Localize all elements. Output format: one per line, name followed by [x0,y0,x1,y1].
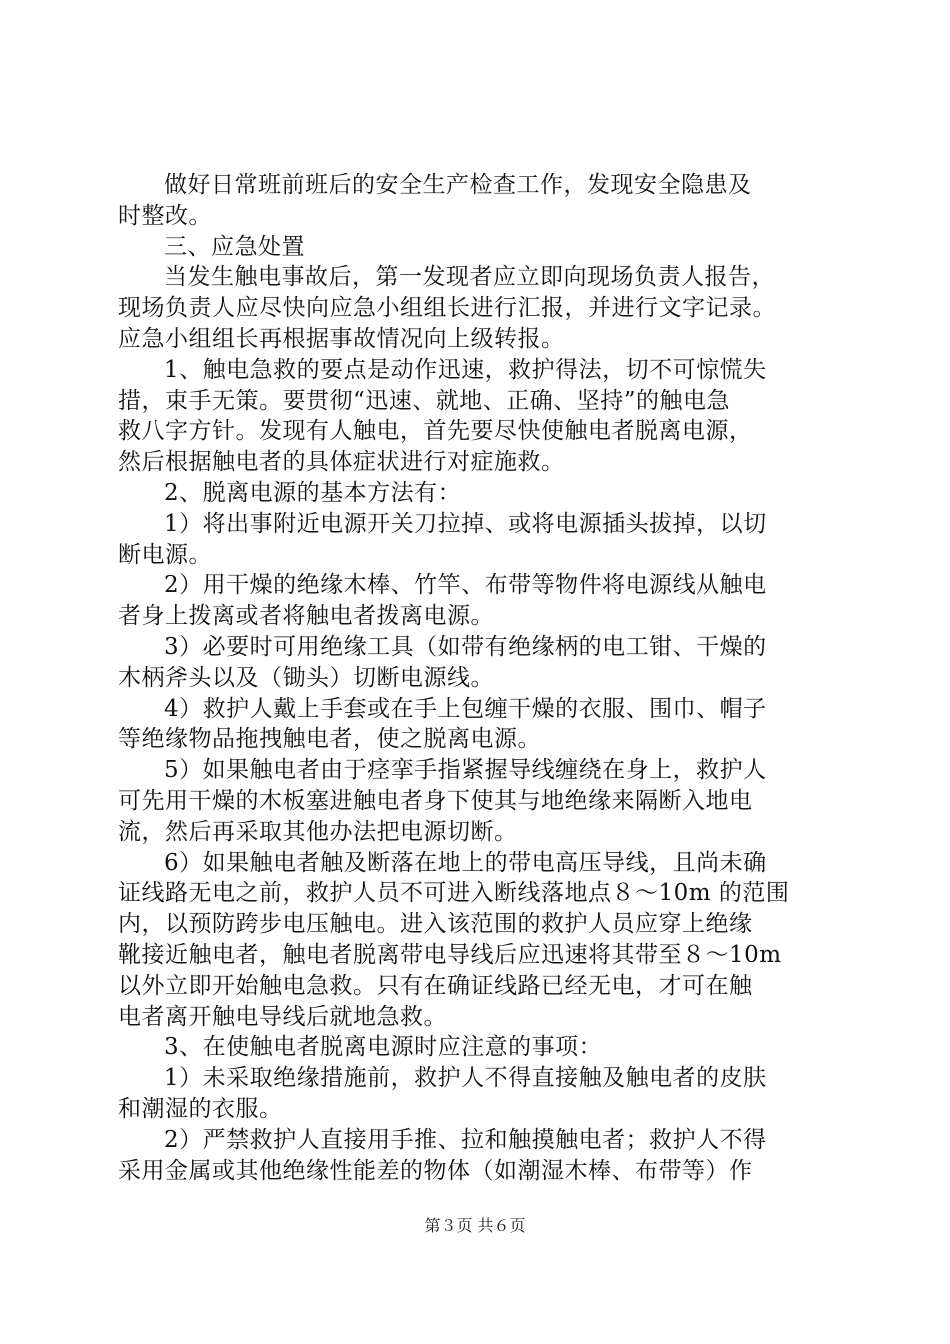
text-line: 2）用干燥的绝缘木棒、竹竿、布带等物件将电源线从触电 [164,572,767,599]
text-line: 应急小组组长再根据事故情况向上级转报。 [118,325,565,352]
text-line: 木柄斧头以及（锄头）切断电源线。 [118,664,494,691]
paragraph [118,694,838,756]
text-line: 采用金属或其他绝缘性能差的物体（如潮湿木棒、布带等）作 [118,1157,753,1184]
text-line: 内，以预防跨步电压触电。进入该范围的救护人员应穿上绝缘 [118,911,753,938]
section-heading [118,232,838,263]
text-line: 1）未采取绝缘措施前，救护人不得直接触及触电者的皮肤 [164,1065,767,1092]
paragraph [118,355,838,478]
text-line: 断电源。 [118,541,212,568]
text-line: 4）救护人戴上手套或在手上包缠干燥的衣服、围巾、帽子 [164,695,767,722]
text-line: 和潮湿的衣服。 [118,1095,283,1122]
text-line: 可先用干燥的木板塞进触电者身下使其与地绝缘来隔断入地电 [118,787,753,814]
text-line: 2、脱离电源的基本方法有： [164,479,462,506]
paragraph [118,1032,838,1063]
text-line: 措，束手无策。要贯彻“迅速、就地、正确、坚持”的触电急 [118,387,731,414]
text-line: 靴接近触电者，触电者脱离带电导线后应迅速将其带至８～10m [118,941,782,968]
paragraph [118,570,838,632]
text-line: 流，然后再采取其他办法把电源切断。 [118,818,518,845]
paragraph [118,848,838,1033]
text-line: 当发生触电事故后，第一发现者应立即向现场负责人报告， [164,264,775,291]
paragraph [118,478,838,509]
text-line: 以外立即开始触电急救。只有在确证线路已经无电，才可在触 [118,972,753,999]
paragraph [118,1063,838,1125]
paragraph [118,509,838,571]
paragraph [118,632,838,694]
text-line: 等绝缘物品拖拽触电者，使之脱离电源。 [118,726,541,753]
paragraph [118,170,838,232]
page-number-footer: 第３页 共６页 [424,1216,526,1235]
text-line: 做好日常班前班后的安全生产检查工作，发现安全隐患及 [164,172,752,198]
text-line: 1、触电急救的要点是动作迅速，救护得法，切不可惊慌失 [164,356,767,383]
text-line: 3、在使触电者脱离电源时应注意的事项： [164,1034,603,1061]
paragraph [118,262,838,354]
paragraph [118,1125,838,1187]
text-line: 现场负责人应尽快向应急小组组长进行汇报，并进行文字记录。 [118,295,776,322]
text-line: 5）如果触电者由于痉挛手指紧握导线缠绕在身上，救护人 [164,757,767,784]
text-line: 1）将出事附近电源开关刀拉掉、或将电源插头拔掉，以切 [164,510,767,537]
text-line: 2）严禁救护人直接用手推、拉和触摸触电者；救护人不得 [164,1126,767,1153]
text-line: 者身上拨离或者将触电者拨离电源。 [118,603,494,630]
paragraph [118,755,838,847]
text-line: 6）如果触电者触及断落在地上的带电高压导线，且尚未确 [164,849,767,876]
text-line: 3）必要时可用绝缘工具（如带有绝缘柄的电工钳、干燥的 [164,633,767,660]
text-line: 然后根据触电者的具体症状进行对症施救。 [118,449,565,476]
document-body [118,170,838,1186]
text-line: 时整改。 [118,202,212,229]
text-line: 救八字方针。发现有人触电，首先要尽快使触电者脱离电源， [118,418,753,445]
text-line: 电者离开触电导线后就地急救。 [118,1003,447,1030]
text-line: 证线路无电之前，救护人员不可进入断线落地点８～10m 的范围 [118,880,790,907]
text-line: 三、应急处置 [164,233,305,260]
